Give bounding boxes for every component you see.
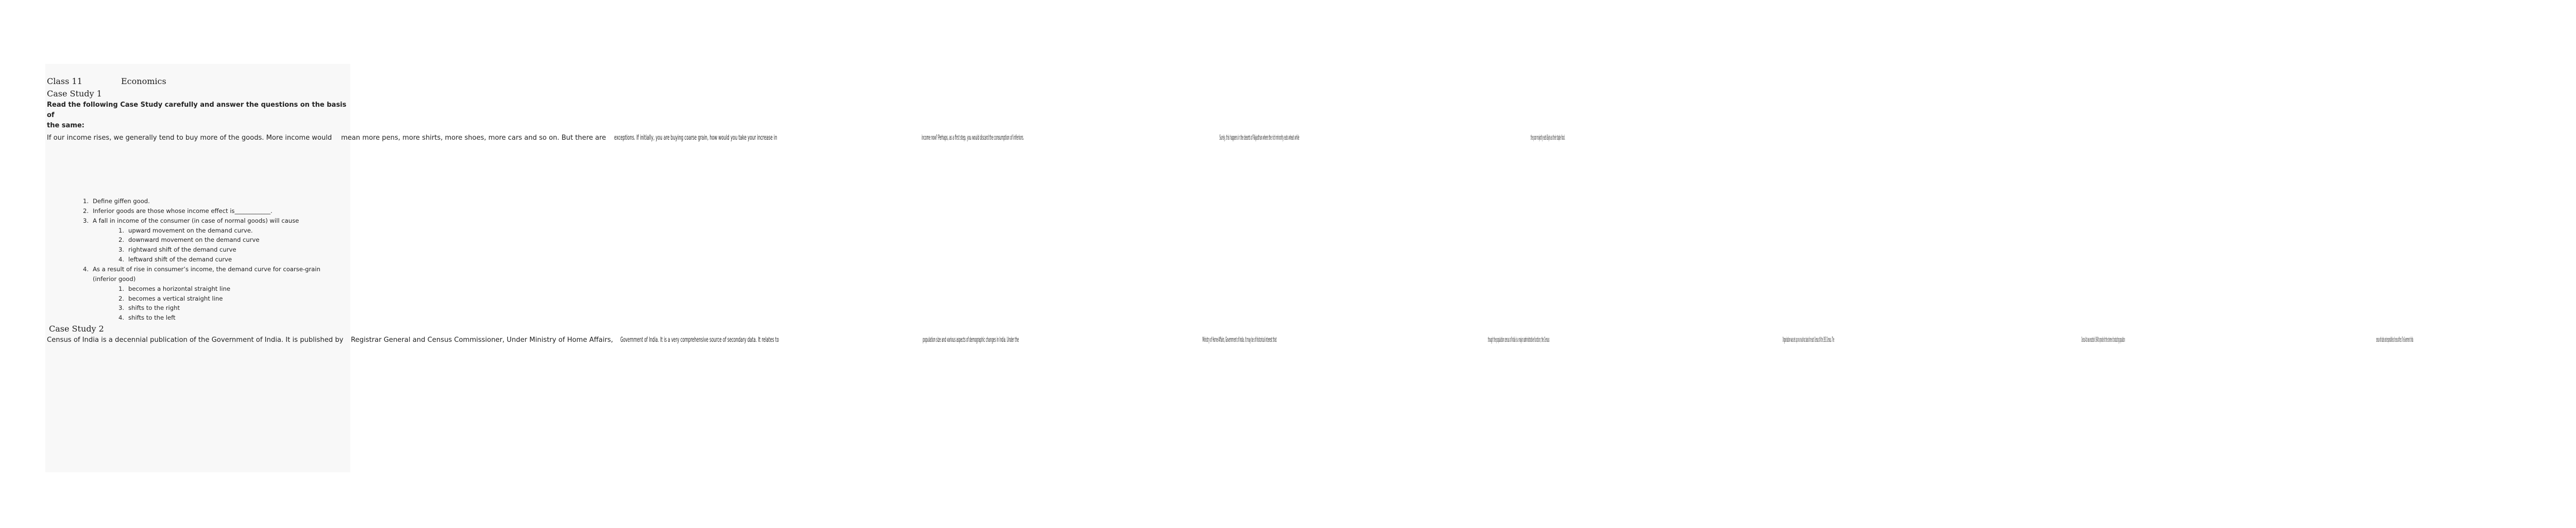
question-4 xyxy=(82,265,320,274)
question-text: Define giffen good. xyxy=(93,197,150,205)
question-number: 3. xyxy=(82,217,89,224)
subject-label: Economics xyxy=(121,76,166,86)
option-text: becomes a vertical straight line xyxy=(128,295,223,302)
case-study-1-title: Case Study 1 xyxy=(47,89,102,98)
instruction-line: the same: xyxy=(47,122,84,129)
option-number: 2. xyxy=(118,295,124,302)
paragraph-line: the poor majority eats Bajra as their staple food. xyxy=(1530,134,1565,142)
question-3 xyxy=(82,216,299,226)
question-3-option-3 xyxy=(118,245,236,255)
paragraph-line: income now? Perhaps, as a first step, you would discard the consumption of inferiors. xyxy=(922,134,1024,142)
option-text: downward movement on the demand curve xyxy=(128,236,260,243)
option-number: 3. xyxy=(118,304,124,311)
question-3-option-2 xyxy=(118,235,260,245)
paragraph-line: census with duties and responsibilities of census officers. The Government of India xyxy=(2376,336,2413,344)
case-study-1-paragraph xyxy=(47,133,1699,144)
instruction-line: Read the following Case Study carefully and answer the questions on the basis of xyxy=(47,101,347,119)
option-number: 3. xyxy=(118,246,124,253)
document-page xyxy=(45,64,2413,472)
paragraph-line: Census of India is a decennial publication of the Government of India. It is published by xyxy=(47,336,344,344)
option-text: shifts to the left xyxy=(128,314,176,321)
question-4-option-4 xyxy=(118,313,176,323)
question-3-option-4 xyxy=(118,255,232,265)
question-text: A fall in income of the consumer (in case of normal goods) will cause xyxy=(93,217,299,224)
case-study-1-instruction xyxy=(47,100,347,131)
paragraph-line: population size and various aspects of demographic changes in India. Under the xyxy=(923,336,1019,344)
paragraph-line: exceptions. If initially, you are buying coarse grain, how would you take your increase in xyxy=(614,134,777,142)
question-4-option-2 xyxy=(118,294,223,304)
option-text: leftward shift of the demand curve xyxy=(128,256,232,263)
paragraph-line: Government of India. It is a very comprehensive source of secondary data. It relates to xyxy=(620,336,779,344)
option-number: 4. xyxy=(118,314,124,321)
question-text: As a result of rise in consumer’s income, the demand curve for coarse-grain xyxy=(93,266,320,273)
option-text: becomes a horizontal straight line xyxy=(128,285,230,292)
question-3-option-1 xyxy=(118,226,253,236)
paragraph-line: mean more pens, more shirts, more shoes, more cars and so on. But there are xyxy=(341,134,606,142)
question-4-option-1 xyxy=(118,284,230,294)
question-4-continued: (inferior good) xyxy=(93,275,136,283)
case-study-2-paragraph xyxy=(47,335,2576,346)
option-text: rightward shift of the demand curve xyxy=(128,246,236,253)
paragraph-line: Ministry of Home Affairs, Government of India. It may be of historical interest that xyxy=(1202,336,1277,344)
question-text: Inferior goods are those whose income effect is____________. xyxy=(93,207,273,214)
option-text: upward movement on the demand curve. xyxy=(128,227,253,234)
question-number: 4. xyxy=(82,266,89,273)
class-label: Class 11 xyxy=(47,76,82,86)
question-number: 1. xyxy=(82,197,89,205)
question-1 xyxy=(82,196,150,206)
paragraph-line: Surely, this happens in the deserts of Rajasthan where the rich minority eats wheat while xyxy=(1219,134,1299,142)
question-4-option-3 xyxy=(118,303,180,313)
case-study-2-title: Case Study 2 xyxy=(49,324,104,334)
question-2 xyxy=(82,206,273,216)
paragraph-line: Registrar General and Census Commissioner, Under Ministry of Home Affairs, xyxy=(351,336,614,344)
option-number: 2. xyxy=(118,236,124,243)
option-text: shifts to the right xyxy=(128,304,180,311)
option-number: 1. xyxy=(118,227,124,234)
paragraph-line: Organisation was set up on an ad-hoc basis for each Census till the 1951 Census. The xyxy=(1783,336,1835,344)
option-number: 4. xyxy=(118,256,124,263)
paragraph-line: though the population census of India is a major administrative function; the Census xyxy=(1487,336,1550,344)
option-number: 1. xyxy=(118,285,124,292)
paragraph-line: If our income rises, we generally tend to buy more of the goods. More income would xyxy=(47,134,332,142)
paragraph-line: Census Act was enacted in 1948 to provide for the scheme of conducting population xyxy=(2081,336,2125,344)
question-number: 2. xyxy=(82,207,89,214)
